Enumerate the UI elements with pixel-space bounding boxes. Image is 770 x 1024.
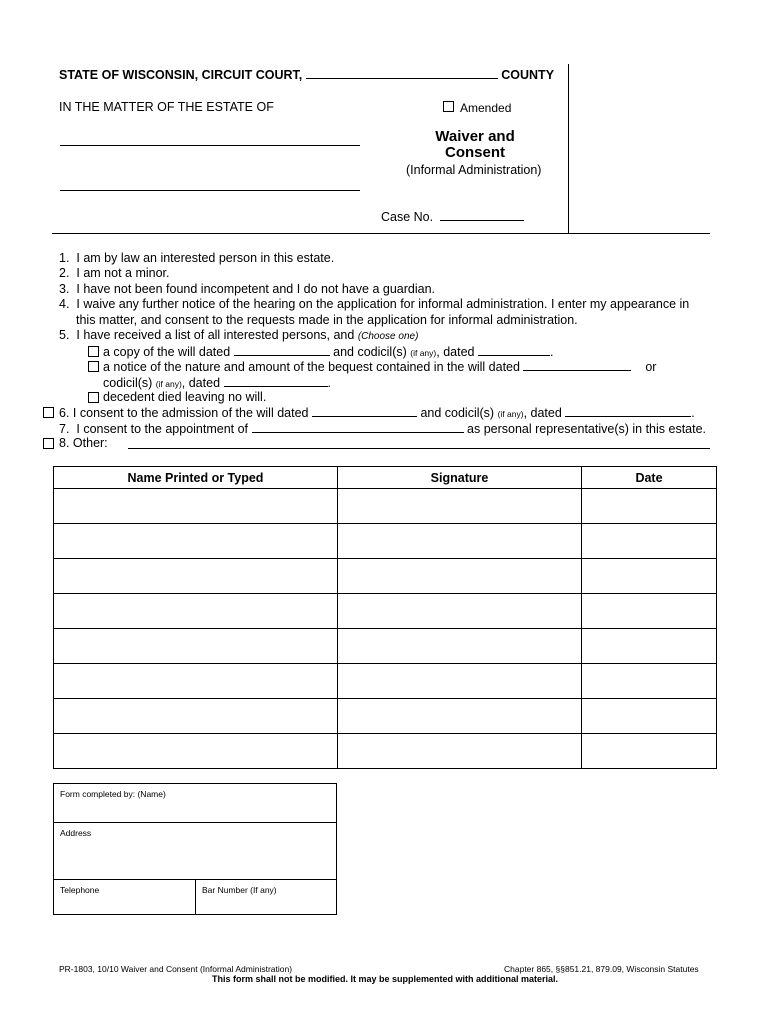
completed-by-bar-number-box[interactable] <box>195 879 337 915</box>
item-number: 6. <box>59 406 70 420</box>
option-bequest-notice <box>103 359 656 375</box>
signature-cell[interactable] <box>338 489 582 524</box>
name-cell[interactable] <box>54 734 338 769</box>
completed-by-name-label: Form completed by: (Name) <box>60 789 166 799</box>
name-cell[interactable] <box>54 559 338 594</box>
completed-by-telephone-label: Telephone <box>60 885 100 895</box>
option-text: a copy of the will dated <box>103 345 231 359</box>
column-header-name: Name Printed or Typed <box>54 467 338 489</box>
header-bottom-rule <box>52 233 710 234</box>
bequest-codicil-date-field[interactable] <box>224 375 328 387</box>
table-row <box>54 629 717 664</box>
form-subtitle: (Informal Administration) <box>406 163 542 177</box>
footer-notice: This form shall not be modified. It may be supplemented with additional material. <box>211 974 559 984</box>
case-no-field[interactable] <box>440 209 524 221</box>
signature-table-body <box>54 489 717 769</box>
item-number: 1. <box>59 251 70 265</box>
name-cell[interactable] <box>54 524 338 559</box>
column-header-date: Date <box>582 467 717 489</box>
case-number <box>381 209 524 225</box>
item-3 <box>59 282 435 297</box>
item-8-checkbox[interactable] <box>43 438 54 449</box>
codicil-text: and codicil(s) <box>333 345 407 359</box>
completed-by-name-box[interactable] <box>53 783 337 823</box>
choose-one-note: (Choose one) <box>357 331 419 342</box>
item-text: I have received a list of all interested persons, and <box>76 328 355 342</box>
table-row <box>54 699 717 734</box>
date-cell[interactable] <box>582 734 717 769</box>
item-text: I am by law an interested person in this estate. <box>76 251 335 265</box>
item-number: 8. <box>59 436 70 450</box>
table-row <box>54 559 717 594</box>
table-row <box>54 664 717 699</box>
item-5 <box>59 328 418 344</box>
signature-cell[interactable] <box>338 629 582 664</box>
codicil-text: codicil(s) <box>103 376 153 390</box>
personal-representative-field[interactable] <box>252 421 464 433</box>
column-header-signature: Signature <box>338 467 582 489</box>
item-text: I have not been found incompetent and I do not have a guardian. <box>76 282 435 296</box>
form-title-line-2: Consent <box>445 144 505 161</box>
item-7 <box>59 421 706 437</box>
item-4-continued: this matter, and consent to the requests made in the application for informal administration. <box>76 313 578 327</box>
item-6-checkbox[interactable] <box>43 407 54 418</box>
item-4 <box>59 297 689 312</box>
option-no-will: decedent died leaving no will. <box>103 390 267 404</box>
option-no-will-checkbox[interactable] <box>88 392 99 403</box>
form-title-line-1: Waiver and <box>435 128 515 145</box>
will-date-field[interactable] <box>234 344 330 356</box>
county-label: COUNTY <box>501 68 555 82</box>
option-will-copy-checkbox[interactable] <box>88 346 99 357</box>
item-6: 6. I consent to the admission of the will dated and codicil(s) (if any), dated . <box>59 406 695 420</box>
dated-text: dated <box>530 406 562 420</box>
item-number: 3. <box>59 282 70 296</box>
date-cell[interactable] <box>582 699 717 734</box>
signature-cell[interactable] <box>338 524 582 559</box>
completed-by-address-label: Address <box>60 828 92 838</box>
bequest-will-date-field[interactable] <box>523 359 631 371</box>
table-row <box>54 489 717 524</box>
option-text: a notice of the nature and amount of the bequest contained in the will dated <box>103 360 520 374</box>
other-field-line[interactable] <box>128 448 710 449</box>
signature-cell[interactable] <box>338 664 582 699</box>
item-text: I consent to the appointment of <box>76 422 249 436</box>
table-row <box>54 524 717 559</box>
item-number: 4. <box>59 297 70 311</box>
admission-codicil-date-field[interactable] <box>565 405 691 417</box>
name-cell[interactable] <box>54 629 338 664</box>
option-will-copy: a copy of the will dated and codicil(s) (if any), dated . <box>103 345 554 359</box>
or-text: or <box>645 360 657 374</box>
item-text: I waive any further notice of the hearing on the application for informal administration. I enter my appearance in <box>76 297 690 311</box>
table-row <box>54 734 717 769</box>
item-2 <box>59 266 170 281</box>
estate-matter-label: IN THE MATTER OF THE ESTATE OF <box>59 100 274 114</box>
form-title <box>400 129 550 161</box>
item-8 <box>59 436 108 451</box>
amended-checkbox[interactable] <box>443 101 454 112</box>
item-text: I consent to the admission of the will dated <box>72 406 309 420</box>
if-any-note: (if any) <box>155 379 182 389</box>
name-cell[interactable] <box>54 664 338 699</box>
name-cell[interactable] <box>54 489 338 524</box>
item-number: 5. <box>59 328 70 342</box>
item-number: 7. <box>59 422 70 436</box>
if-any-note: (if any) <box>497 409 524 419</box>
date-cell[interactable] <box>582 629 717 664</box>
footer-form-id: PR-1803, 10/10 Waiver and Consent (Informal Administration) <box>59 964 293 974</box>
header-vertical-rule <box>568 64 569 234</box>
completed-by-address-box[interactable] <box>53 822 337 880</box>
dated-text: dated <box>188 376 221 390</box>
if-any-note: (if any) <box>410 348 437 358</box>
option-bequest-notice-checkbox[interactable] <box>88 361 99 372</box>
court-prefix: STATE OF WISCONSIN, CIRCUIT COURT, <box>59 68 303 82</box>
item-text: Other: <box>72 436 108 450</box>
signature-cell[interactable] <box>338 559 582 594</box>
date-cell[interactable] <box>582 559 717 594</box>
codicil-date-field[interactable] <box>478 344 550 356</box>
item-text-end: as personal representative(s) in this estate. <box>467 422 707 436</box>
estate-name-line-1[interactable] <box>60 145 360 146</box>
item-number: 2. <box>59 266 70 280</box>
signature-cell[interactable] <box>338 594 582 629</box>
completed-by-telephone-box[interactable] <box>53 879 196 915</box>
footer-statutes: Chapter 865, §§851.21, 879.09, Wisconsin Statutes <box>504 964 699 974</box>
date-cell[interactable] <box>582 524 717 559</box>
option-bequest-codicil: codicil(s) (if any), dated . <box>103 376 331 390</box>
county-name-field[interactable] <box>306 66 498 79</box>
amended-label: Amended <box>460 101 512 115</box>
date-cell[interactable] <box>582 594 717 629</box>
item-1 <box>59 251 334 266</box>
admission-will-date-field[interactable] <box>312 405 417 417</box>
date-cell[interactable] <box>582 489 717 524</box>
signature-cell[interactable] <box>338 734 582 769</box>
signature-cell[interactable] <box>338 699 582 734</box>
name-cell[interactable] <box>54 594 338 629</box>
case-no-label: Case No. <box>381 210 434 224</box>
completed-by-bar-number-label: Bar Number (If any) <box>202 885 277 895</box>
name-cell[interactable] <box>54 699 338 734</box>
dated-text: dated <box>443 345 475 359</box>
codicil-text: and codicil(s) <box>420 406 495 420</box>
court-caption <box>59 66 554 82</box>
date-cell[interactable] <box>582 664 717 699</box>
item-text: I am not a minor. <box>76 266 170 280</box>
table-row <box>54 594 717 629</box>
signature-table <box>53 466 717 769</box>
table-header-row <box>54 467 717 489</box>
estate-name-line-2[interactable] <box>60 190 360 191</box>
